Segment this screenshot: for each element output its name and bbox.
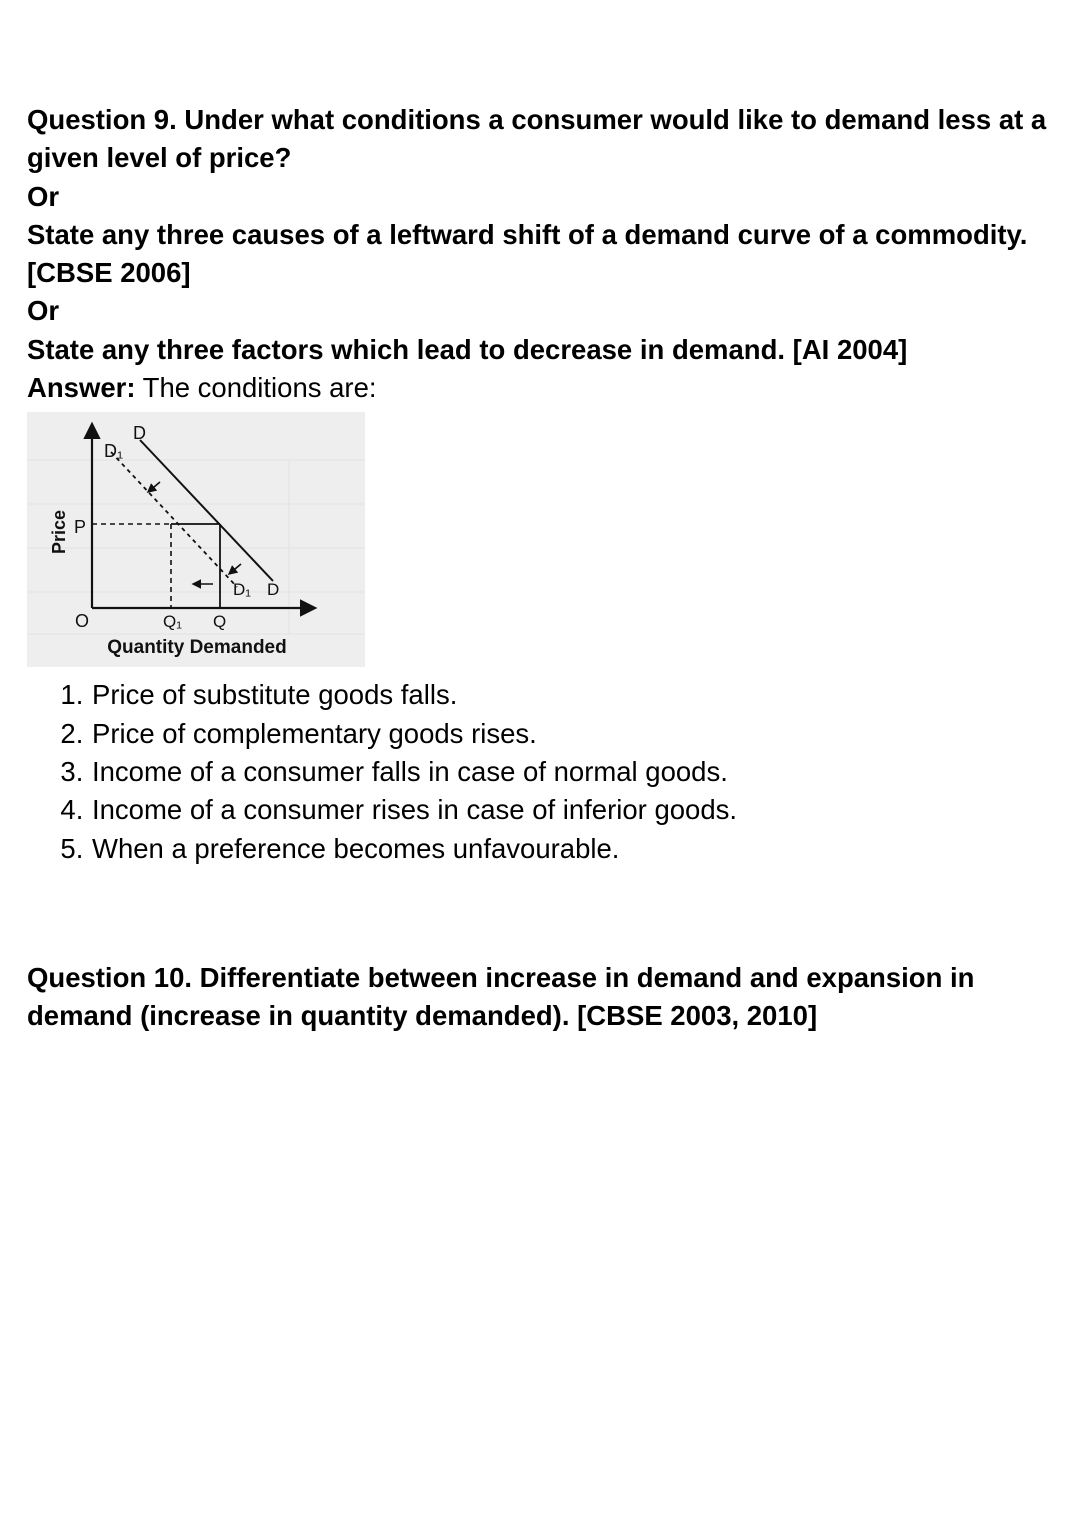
q-label: Q: [213, 612, 227, 632]
price-label: P: [74, 517, 87, 538]
demand-shift-diagram: [27, 412, 365, 667]
x-axis-label: Quantity Demanded: [107, 637, 287, 659]
answer-text: The conditions are:: [135, 372, 377, 404]
y-axis-label: Price: [49, 510, 69, 555]
question-9-alt-1: State any three causes of a leftward shift of a demand curve of a commodity. [CBSE 2006]: [27, 218, 1028, 289]
q1-label: Q₁: [163, 612, 182, 632]
list-item: 1. Price of substitute goods falls.: [91, 676, 1057, 714]
origin-label: O: [75, 611, 90, 632]
answer-intro: [27, 369, 1057, 407]
question-9-alt-2: State any three factors which lead to decrease in demand. [AI 2004]: [27, 333, 908, 365]
d1-bottom-label: D₁: [233, 580, 252, 600]
list-item: 3. Income of a consumer falls in case of normal goods.: [91, 753, 1057, 791]
or-separator-2: Or: [27, 295, 60, 327]
conditions-list: [27, 676, 1057, 867]
d1-top-label: D₁: [104, 441, 124, 462]
list-item: 5. When a preference becomes unfavourable.: [91, 830, 1057, 868]
d-top-label: D: [133, 423, 146, 444]
document-page: [27, 101, 1057, 1035]
or-separator-1: Or: [27, 180, 60, 212]
list-item: 2. Price of complementary goods rises.: [91, 715, 1057, 753]
question-10-title: Question 10. Differentiate between increase in demand and expansion in demand (increase in quantity demanded). [CBSE 2003, 2010]: [27, 961, 975, 1032]
question-9-title: Question 9. Under what conditions a consumer would like to demand less at a given level of price?: [27, 104, 1047, 174]
answer-label: Answer:: [27, 372, 136, 404]
d-bottom-label: D: [267, 580, 280, 600]
list-item: 4. Income of a consumer rises in case of inferior goods.: [91, 791, 1057, 829]
